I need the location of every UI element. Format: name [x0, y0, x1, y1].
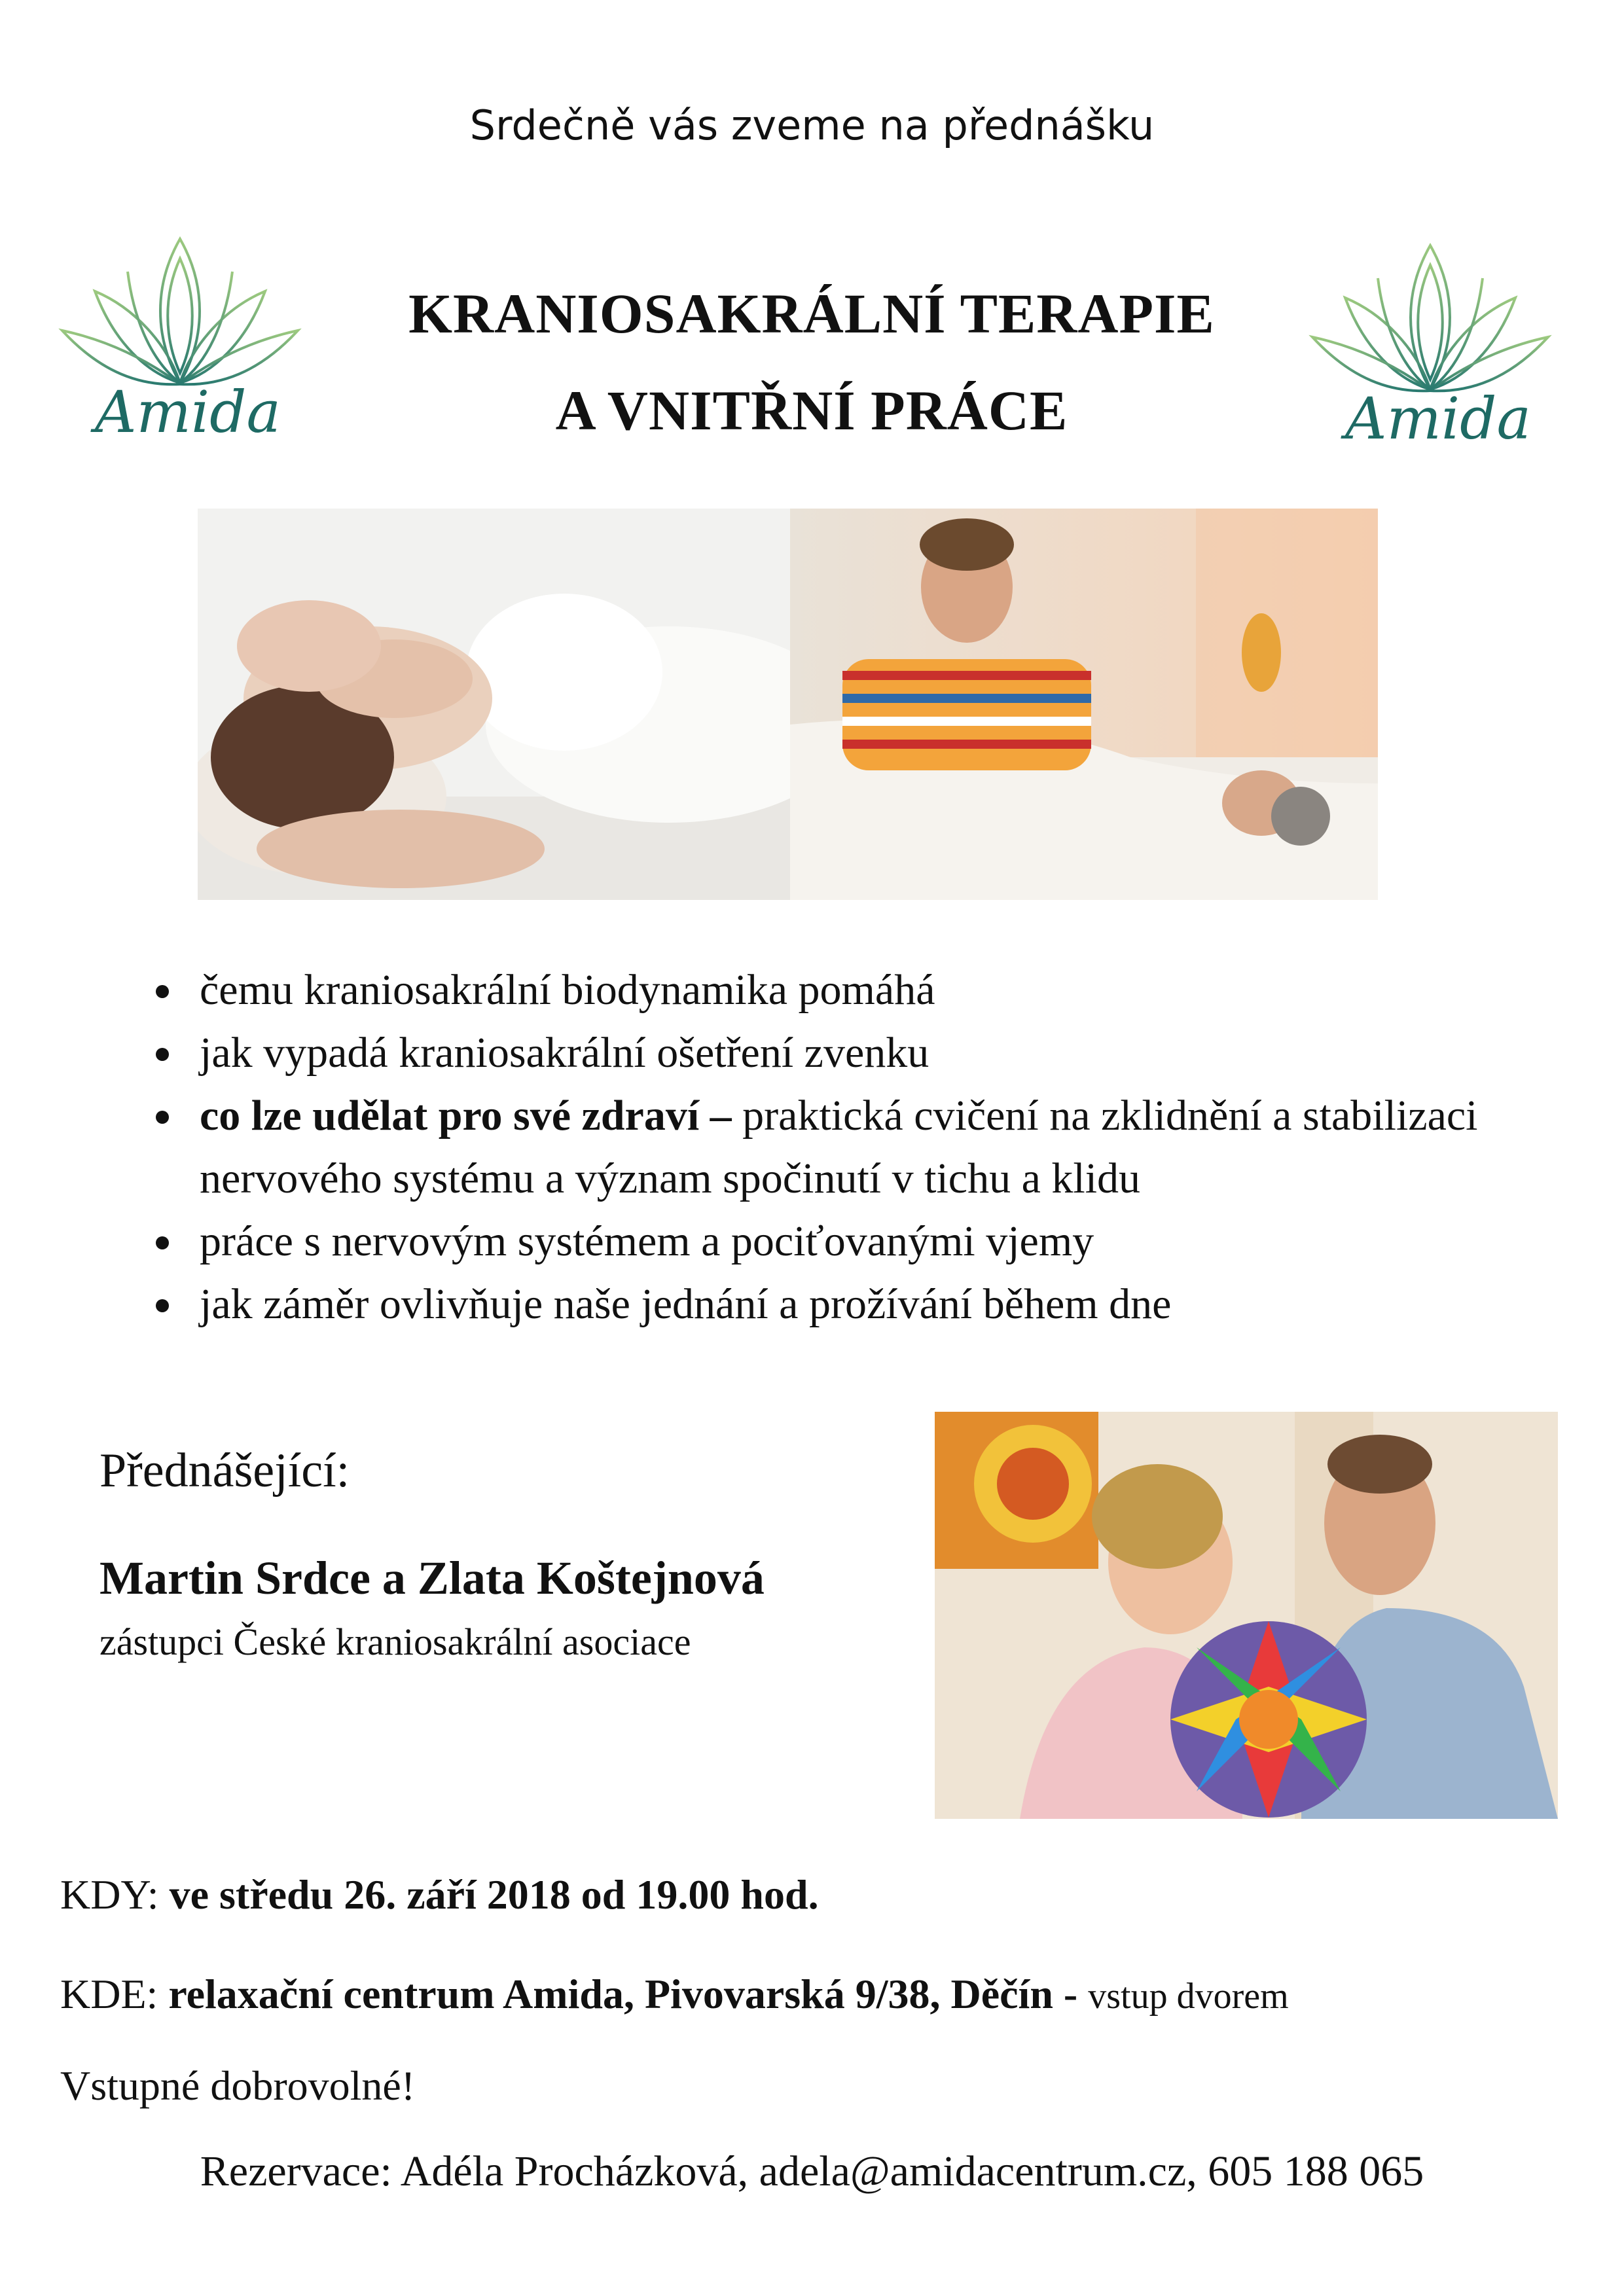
when-label: KDY: — [60, 1871, 170, 1918]
lecturers-holding-sphere-photo — [935, 1412, 1558, 1819]
list-item: jak vypadá kraniosakrální ošetření zvenku — [151, 1022, 1538, 1085]
event-when — [60, 1871, 819, 1919]
woman-head-massage-photo — [198, 509, 790, 900]
svg-text:Amida: Amida — [1345, 385, 1531, 452]
where-separator: - — [1053, 1971, 1089, 2017]
event-where — [60, 1970, 1289, 2018]
topic-emphasis: co lze udělat pro své zdraví – — [200, 1092, 732, 1139]
lecturers-role: zástupci České kraniosakrální asociace — [99, 1621, 691, 1663]
list-item: práce s nervovým systémem a pociťovanými vjemy — [151, 1210, 1538, 1273]
when-value: ve středu 26. září 2018 od 19.00 hod. — [169, 1871, 819, 1918]
where-value: relaxační centrum Amida, Pivovarská 9/38, Děčín — [168, 1971, 1053, 2017]
topic-detail: praktická cvičení na zklidnění a stabilizaci nervového systému a význam spočinutí v tichu a klidu — [200, 1092, 1478, 1202]
title-line-2: A VNITŘNÍ PRÁCE — [555, 379, 1068, 442]
therapist-with-client-photo — [790, 509, 1378, 900]
list-item: čemu kraniosakrální biodynamika pomáhá — [151, 959, 1538, 1022]
lecturers-names: Martin Srdce a Zlata Koštejnová — [99, 1552, 765, 1604]
list-item: jak záměr ovlivňuje naše jednání a prožívání během dne — [151, 1273, 1538, 1336]
reservation-contact: Rezervace: Adéla Procházková, adela@amidacentrum.cz, 605 188 065 — [200, 2147, 1424, 2195]
lotus-icon — [1306, 239, 1555, 455]
lecturers-label: Přednášející: — [99, 1444, 350, 1498]
where-label: KDE: — [60, 1971, 169, 2017]
svg-text:Amida: Amida — [95, 378, 281, 446]
amida-logo-left — [56, 232, 304, 448]
entry-fee: Vstupné dobrovolné! — [60, 2062, 416, 2109]
where-note: vstup dvorem — [1088, 1976, 1289, 2017]
invitation-line: Srdečně vás zveme na přednášku — [469, 101, 1155, 149]
title-line-1: KRANIOSAKRÁLNÍ TERAPIE — [408, 282, 1215, 345]
lotus-icon — [56, 232, 304, 448]
event-title — [288, 265, 1335, 459]
topics-list — [151, 959, 1538, 1336]
amida-logo-right — [1306, 239, 1555, 455]
list-item — [151, 1085, 1538, 1210]
